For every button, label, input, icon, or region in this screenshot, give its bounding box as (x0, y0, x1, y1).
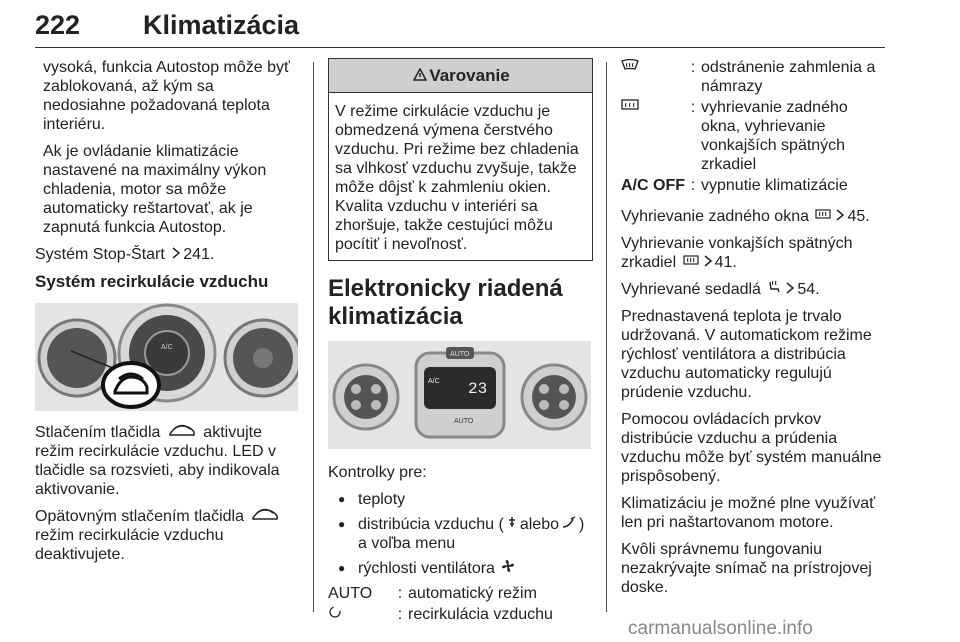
deactivate-text-b: režim recirkulácie vzduchu deaktivujete. (35, 527, 224, 563)
paragraph-preset-temp: Prednastavená teplota je trvalo udržovaná. V automatickom režime rýchlosť ventilátora a distribúcia vzduchu automaticky regulujú prúdenie vzduchu. (621, 308, 872, 401)
heated-seat-icon (767, 280, 781, 299)
paragraph-max-cooling: Ak je ovládanie klimatizácie nastavené na maximálny výkon chladenia, motor sa môže automaticky reštartovať, ak je zapnutá funkcia Autostop. (43, 143, 267, 236)
watermark: carmanualsonline.info (628, 618, 813, 639)
rear-window-heat-icon (683, 253, 699, 272)
colon: : (690, 99, 696, 116)
ref-text: Systém Stop-Štart (35, 246, 165, 263)
air-distribution-icon (506, 515, 518, 534)
mirrors-text: Vyhrievanie vonkajších spätných zrkadiel (621, 235, 853, 271)
windshield-defrost-icon (621, 59, 639, 76)
definition-table-col2 (328, 584, 593, 626)
deactivate-text-a: Opätovným stlačením tlačidla (35, 508, 244, 525)
column-divider-1 (313, 62, 314, 612)
paragraph-deactivate (35, 507, 300, 564)
rear-window-text: Vyhrievanie zadného okna (621, 208, 809, 225)
term-recirculation (328, 605, 392, 626)
mirrors-ref: 41. (714, 254, 737, 271)
paragraph-sensor: Kvôli správnemu fungovaniu nezakrývajte snímač na prístrojovej doske. (621, 541, 872, 596)
desc-rear-heat: vyhrievanie zadného okna, vyhrievanie vonkajších spätných zrkadiel (701, 99, 848, 173)
page-title: Klimatizácia (143, 10, 300, 40)
bullet2-text-or: alebo (519, 516, 559, 533)
paragraph-engine-running: Klimatizáciu je možné plne využívať len pri naštartovanom motore. (621, 495, 876, 531)
term-rear-heat (621, 98, 685, 176)
recirculation-icon (328, 606, 342, 623)
svg-text:A/C: A/C (161, 344, 173, 351)
bullet2-text-b: ) a voľba menu (358, 516, 585, 552)
table-row (621, 176, 891, 197)
car-recirculation-icon (167, 423, 197, 442)
air-distribution-alt-icon (561, 515, 577, 534)
activate-text-b: aktivujte režim recirkulácie vzduchu. LED v tlačidle sa rozsvieti, aby indikovala aktivovanie. (35, 424, 280, 498)
desc-defrost: odstránenie zahmlenia a námrazy (701, 59, 876, 95)
column-2 (328, 58, 593, 634)
seats-text: Vyhrievané sedadlá (621, 281, 761, 298)
photo-label-ac: A/C (428, 378, 440, 385)
warning-title: Varovanie (429, 66, 510, 85)
table-row (328, 584, 593, 605)
colon: : (397, 606, 403, 623)
paragraph-activate (35, 423, 300, 499)
colon: : (397, 585, 403, 602)
activate-text-a: Stlačením tlačidla (35, 424, 161, 441)
desc-auto: automatický režim (408, 585, 537, 602)
rear-window-heat-icon (815, 207, 831, 226)
table-row (621, 98, 891, 176)
warning-box (328, 58, 593, 261)
term-defrost (621, 58, 685, 98)
warning-text: V režime cirkulácie vzduchu je obmedzená výmena čerstvého vzduchu. Pri režime bez chladenia sa vlhkosť vzduchu zvyšuje, takže môže dôjsť k zahmleniu okien. Kvalita vzduchu v interiéri sa zhoršuje, takže cestujúci môžu pocítiť i nevoľnosť. (335, 103, 579, 253)
photo-label-digits: 23 (468, 380, 488, 398)
car-recirculation-icon (250, 507, 280, 526)
paragraph-autostop: vysoká, funkcia Autostop môže byť zablokovaná, až kým sa nedosiahne požadovaná teplota interiéru. (43, 59, 291, 133)
climate-control-photo (328, 341, 591, 449)
paragraph-stop-start-ref (35, 245, 300, 264)
reference-arrow-icon[interactable] (171, 245, 181, 264)
recirculation-control-photo (35, 303, 298, 411)
term-ac-off: A/C OFF (621, 177, 685, 194)
warning-triangle-icon (413, 66, 427, 85)
paragraph-rear-window (621, 207, 891, 226)
term-auto: AUTO (328, 585, 373, 602)
subheading-recirculation: Systém recirkulácie vzduchu (35, 272, 269, 291)
rear-window-heat-icon (621, 99, 639, 116)
seats-ref: 54. (797, 281, 820, 298)
paragraph-mirrors (621, 234, 891, 272)
column-divider-2 (606, 62, 607, 612)
list-item: ● teploty (338, 490, 593, 509)
page-number: 222 (35, 10, 81, 40)
indicator-list (328, 490, 593, 578)
list-item (338, 515, 593, 553)
colon: : (690, 177, 696, 194)
indicators-intro: Kontrolky pre: (328, 464, 427, 481)
colon: : (690, 59, 696, 76)
warning-header (329, 59, 592, 93)
reference-arrow-icon[interactable] (703, 253, 713, 272)
bullet3-text: rýchlosti ventilátora (358, 560, 495, 577)
definition-table-col3 (621, 58, 891, 197)
desc-ac-off: vypnutie klimatizácie (701, 177, 848, 194)
table-row (328, 605, 593, 626)
paragraph-manual: Pomocou ovládacích prvkov distribúcie vzduchu a prúdenia vzduchu môže byť systém manuálne prispôsobený. (621, 411, 882, 485)
column-3 (621, 58, 891, 605)
table-row (621, 58, 891, 98)
paragraph-seats (621, 280, 891, 299)
bullet2-text-a: distribúcia vzduchu ( (358, 516, 504, 533)
section-title: Elektronicky riadená klimatizácia (328, 275, 563, 330)
fan-icon (501, 559, 515, 578)
column-1 (35, 58, 300, 572)
list-item (338, 559, 593, 578)
photo-label-auto-top: AUTO (450, 351, 470, 358)
photo-label-auto-bottom: AUTO (454, 418, 474, 425)
ref-page: 241. (183, 246, 215, 263)
reference-arrow-icon[interactable] (785, 280, 795, 299)
desc-recirculation: recirkulácia vzduchu (408, 606, 553, 623)
page-header (35, 0, 885, 48)
rear-window-ref: 45. (847, 208, 870, 225)
reference-arrow-icon[interactable] (835, 207, 845, 226)
